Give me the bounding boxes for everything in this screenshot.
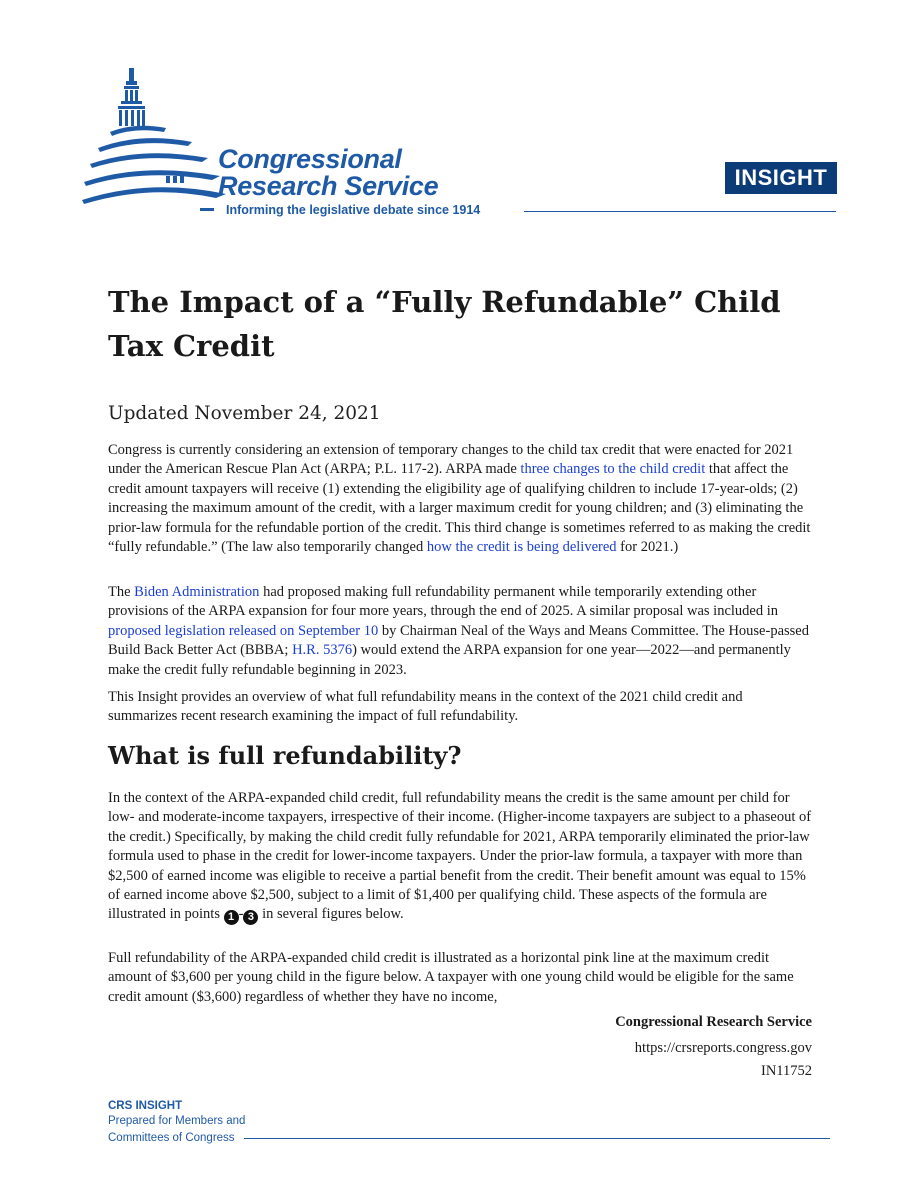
updated-date: Updated November 24, 2021 [108,403,381,424]
text: The [108,584,135,600]
document-title: The Impact of a “Fully Refundable” Child Tax Credit [108,285,781,363]
text: had proposed making full refundability permanent while temporarily extending other provisions of the ARPA expansion for four more years, through the end of 2025. A similar proposal was included in [108,584,779,620]
paragraph-intro [108,441,814,557]
text: by Chairman Neal of the Ways and Means Committee. The House-passed Build Back Better Act (BBBA; [108,622,809,659]
org-name-line2: Research Service [218,171,439,201]
footer-url: https://crsreports.congress.gov [634,1040,812,1056]
footer-prepared-line1: Prepared for Members and [108,1115,246,1127]
text: In the context of the ARPA-expanded child credit, full refundability means the credit is the same amount per child for low- and moderate-income taxpayers, irrespective of their income. (Higher-income taxpayers are subject to a phaseout of the credit.) Specifically, by making the child credit fully refundable for 2021, ARPA temporarily eliminated the prior-law formula used to phase in the credit for lower-income taxpayers. Under the prior-law formula, a taxpayer with more than $2,500 of earned income was eligible to receive a partial benefit from the credit. Their benefit amount was equal to 15% of earned income above $2,500, subject to a limit of $1,400 per qualifying child. These aspects of the formula are illustrated in points [108,790,812,923]
footer-insight-label: CRS INSIGHT [108,1100,183,1112]
point-badge-3: 3 [243,910,258,925]
text: Congress is currently considering an extension of temporary changes to the child tax credit that were enacted for 2021 under the American Rescue Plan Act (ARPA; P.L. 117-2). ARPA made [108,442,794,478]
org-tagline: Informing the legislative debate since 1914 [226,203,481,217]
footer-insight-block [108,1099,245,1147]
footer-prepared-line2: Committees of Congress [108,1132,235,1144]
org-name [218,146,438,200]
text: ) would extend the ARPA expansion for one year—2022—and permanently make the credit fully refundable beginning in 2023. [108,642,791,678]
footer-rule [244,1138,830,1139]
header-rule [524,211,836,212]
link-proposed-legislation[interactable]: proposed legislation released on September 10 [108,622,379,639]
link-biden-administration[interactable]: Biden Administration [134,584,260,600]
text: that affect the credit amount taxpayers will receive (1) extending the eligibility age of qualifying children to include 17-year-olds; (2) increasing the maximum amount of the credit, with a larger maximum credit for young children; and (3) eliminating the prior-law formula for the refundable portion of the credit. This third change is sometimes referred to as making the credit “fully refundable.” (The law also temporarily changed [108,461,811,556]
link-three-changes[interactable]: three changes to the child credit [520,461,706,478]
org-name-line1: Congressional [218,144,402,174]
footer-org: Congressional Research Service [615,1014,812,1030]
point-badge-1: 1 [224,910,239,925]
link-hr-5376[interactable]: H.R. 5376 [292,642,353,659]
text: - [238,906,244,923]
paragraph-definition [108,789,814,925]
text: in several figures below. [258,906,404,923]
paragraph-proposals [108,583,814,680]
footer-report-id: IN11752 [760,1063,812,1079]
paragraph-overview: This Insight provides an overview of what full refundability means in the context of the 2021 child credit and summarizes recent research examining the impact of full refundability. [108,689,743,725]
text: for 2021.) [616,539,679,556]
section-heading: What is full refundability? [108,741,462,770]
crs-logo [80,66,540,226]
insight-badge: INSIGHT [725,162,837,194]
link-credit-delivery[interactable]: how the credit is being delivered [426,539,617,556]
paragraph-illustration: Full refundability of the ARPA-expanded child credit is illustrated as a horizontal pink line at the maximum credit amount of $3,600 per young child in the figure below. A taxpayer with one young child would be eligible for the same credit amount ($3,600) regardless of whether they have no income, [108,950,794,1005]
